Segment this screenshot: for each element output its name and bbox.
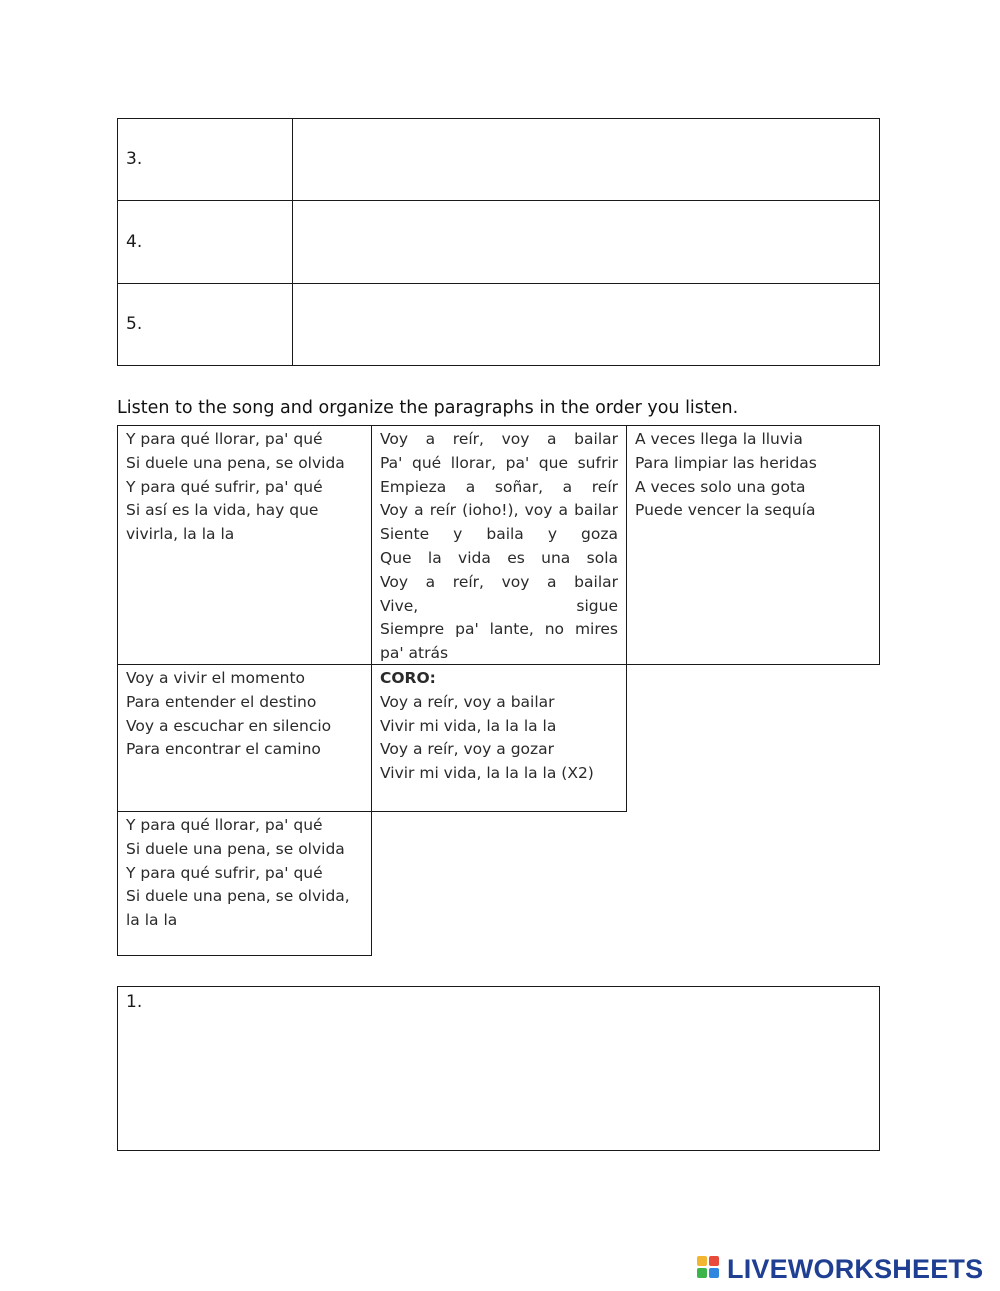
logo-mark-square — [697, 1268, 707, 1278]
verse-line: Si duele una pena, se olvida — [126, 453, 345, 472]
table-col-divider — [292, 118, 293, 366]
liveworksheets-logo — [697, 1252, 983, 1286]
verse-line: Voy a vivir el momento — [126, 669, 306, 687]
verse-line: A veces llega la lluvia — [635, 430, 803, 448]
row-number: 4. — [126, 232, 143, 252]
verse-line: Y para qué sufrir, pa' qué — [126, 477, 323, 496]
verse-line: Para limpiar las heridas — [635, 453, 817, 472]
verse-line: Y para qué llorar, pa' qué — [126, 430, 323, 448]
verse-line: Que la vida es una sola — [380, 548, 618, 567]
verse-text-4 — [118, 665, 371, 762]
answer-cell[interactable] — [294, 119, 879, 199]
answer-cell[interactable] — [294, 285, 879, 365]
coro-heading: CORO: — [380, 669, 436, 687]
verse-line: Vive, sigue — [380, 596, 618, 615]
verse-line: Puede vencer la sequía — [635, 501, 816, 520]
verse-text-1 — [118, 426, 371, 547]
verse-line: A veces solo una gota — [635, 477, 806, 496]
verse-line: Voy a reír (ioho!), voy a bailar — [380, 501, 618, 520]
logo-text: LIVEWORKSHEETS — [727, 1253, 984, 1284]
answer-number: 1. — [126, 992, 143, 1012]
verse-text-3 — [627, 426, 879, 523]
verse-line: Vivir mi vida, la la la la — [380, 716, 557, 735]
answer-cell[interactable] — [294, 202, 879, 282]
table-row-divider — [117, 200, 880, 201]
row-number: 3. — [126, 149, 143, 169]
instruction-text: Listen to the song and organize the paragraphs in the order you listen. — [117, 398, 739, 418]
verse-text-2 — [372, 426, 626, 666]
verse-line: Si duele una pena, se olvida — [126, 839, 345, 858]
verse-line: pa' atrás — [380, 644, 449, 663]
logo-mark-square — [709, 1268, 719, 1278]
verse-line: Pa' qué llorar, pa' que sufrir — [380, 453, 618, 472]
answer-box-1[interactable] — [117, 986, 880, 1151]
logo-mark-square — [697, 1256, 707, 1266]
verse-line: Para encontrar el camino — [126, 740, 321, 759]
verse-line: Voy a escuchar en silencio — [126, 716, 332, 735]
verse-text-5 — [372, 665, 626, 786]
verse-line: Si duele una pena, se olvida, — [126, 887, 350, 906]
verse-line: Si así es la vida, hay que — [126, 501, 319, 520]
verse-line: Voy a reír, voy a bailar — [380, 430, 618, 448]
verse-line: Y para qué sufrir, pa' qué — [126, 863, 323, 882]
verse-line: Para entender el destino — [126, 692, 317, 711]
row-number: 5. — [126, 314, 143, 334]
verse-line: Voy a reír, voy a bailar — [380, 572, 618, 591]
table-row-divider — [117, 283, 880, 284]
verse-line: Siempre pa' lante, no mires — [380, 620, 618, 639]
verse-line: la la la — [126, 911, 178, 930]
logo-mark-icon — [697, 1254, 723, 1284]
verse-text-6 — [118, 812, 371, 933]
logo-mark-square — [709, 1256, 719, 1266]
verse-line: Empieza a soñar, a reír — [380, 477, 618, 496]
verse-line: Voy a reír, voy a bailar — [380, 692, 555, 711]
verse-line: Voy a reír, voy a gozar — [380, 740, 555, 759]
verse-line: Siente y baila y goza — [380, 525, 618, 544]
verse-line: vivirla, la la la — [126, 525, 235, 544]
verse-line: Vivir mi vida, la la la la (X2) — [380, 764, 594, 783]
verse-line: Y para qué llorar, pa' qué — [126, 816, 323, 834]
